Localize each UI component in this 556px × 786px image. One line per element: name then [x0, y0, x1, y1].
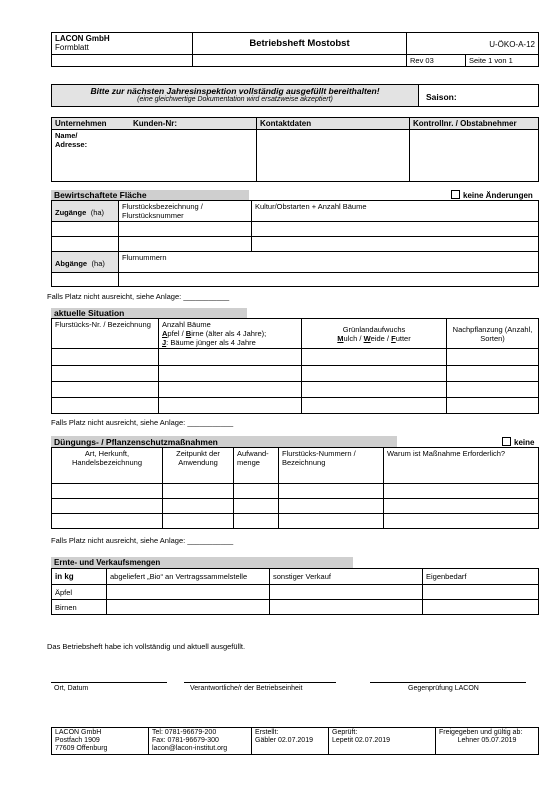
harvest-title: Ernte- und Verkaufsmengen: [51, 557, 353, 568]
footer-checked-label: Geprüft:: [332, 729, 358, 736]
header-company: LACON GmbH: [55, 34, 110, 43]
harvest-cell[interactable]: [423, 600, 539, 615]
key-f: F: [391, 333, 396, 343]
footer-created-value: Gäbler 02.07.2019: [255, 737, 313, 744]
fert-col-amount: Aufwand-menge: [234, 448, 279, 484]
header-table: [51, 32, 539, 67]
situation-cell[interactable]: [447, 398, 539, 414]
zugaenge-label: Zugänge: [55, 208, 87, 217]
footer-released-label: Freigegeben und gültig ab:: [439, 729, 523, 736]
situation-cell[interactable]: [52, 349, 159, 366]
grass-keys: [305, 334, 443, 343]
page-number: Seite 1 von 1: [466, 55, 539, 67]
revision: Rev 03: [407, 55, 466, 67]
key-b-rest: irne (älter als 4 Jahre);: [191, 329, 267, 338]
key-b: B: [185, 329, 192, 338]
no-changes-label: keine Änderungen: [463, 191, 533, 200]
harvest-col-other: sonstiger Verkauf: [270, 569, 423, 585]
season-label: Saison:: [426, 91, 457, 102]
fert-cell[interactable]: [163, 514, 234, 529]
key-j: J: [162, 338, 167, 347]
harvest-col-unit: in kg: [52, 569, 107, 585]
fert-cell[interactable]: [234, 499, 279, 514]
harvest-col-bio: abgeliefert „Bio“ an Vertragssammelstelle: [107, 569, 270, 585]
no-changes-checkbox[interactable]: [451, 190, 460, 199]
situation-cell[interactable]: [447, 366, 539, 382]
situation-col-plot: Flurstücks-Nr. / Bezeichnung: [52, 319, 159, 349]
footer-created: [252, 728, 329, 755]
area-cell[interactable]: [119, 273, 539, 287]
season-cell[interactable]: [419, 85, 539, 107]
fert-cell[interactable]: [384, 484, 539, 499]
document-title: Betriebsheft Mostobst: [249, 38, 350, 49]
fert-col-type: Art, Herkunft, Handelsbezeichnung: [52, 448, 163, 484]
footer-email: lacon@lacon-institut.org: [152, 745, 228, 752]
trees-heading: Anzahl Bäume: [162, 320, 211, 329]
fert-cell[interactable]: [384, 499, 539, 514]
zugaenge-unit: (ha): [90, 208, 105, 217]
declaration-text: Das Betriebsheft habe ich vollständig und aktuell ausgefüllt.: [47, 642, 246, 651]
abgaenge-unit: (ha): [91, 259, 105, 268]
fert-cell[interactable]: [279, 514, 384, 529]
header-empty-2: [193, 55, 407, 67]
control-number-field[interactable]: [410, 130, 539, 182]
notice-box: [51, 84, 539, 107]
trees-young: [162, 338, 298, 347]
fert-cell[interactable]: [52, 514, 163, 529]
sig-line-responsible[interactable]: [184, 682, 336, 683]
harvest-cell[interactable]: [423, 585, 539, 600]
fertilizer-none-label: keine: [514, 438, 535, 447]
footer-address: [52, 728, 149, 755]
col-kunden-nr: Kunden-Nr:: [130, 118, 257, 130]
notice-main: Bitte zur nächsten Jahresinspektion vollständig ausgefüllt bereithalten!: [90, 86, 380, 96]
key-m-rest: ulch /: [343, 333, 364, 343]
area-cell[interactable]: [52, 273, 119, 287]
harvest-cell[interactable]: [270, 585, 423, 600]
situation-cell[interactable]: [159, 366, 302, 382]
footer-released-value: Lehner 05.07.2019: [457, 737, 517, 744]
situation-cell[interactable]: [52, 382, 159, 398]
situation-cell[interactable]: [302, 398, 447, 414]
abgaenge-cell: [52, 252, 119, 273]
footer-checked-value: Lepetit 02.07.2019: [332, 737, 390, 744]
area-table: [51, 200, 539, 287]
col-kontaktdaten: Kontaktdaten: [257, 118, 410, 130]
footer-contact: [149, 728, 252, 755]
situation-cell[interactable]: [447, 349, 539, 366]
sig-line-place[interactable]: [51, 682, 167, 683]
footer-company: LACON GmbH: [55, 729, 102, 736]
fert-cell[interactable]: [279, 499, 384, 514]
fertilizer-title: Düngungs- / Pflanzenschutzmaßnahmen: [51, 436, 397, 448]
sig-label-review: Gegenprüfung LACON: [408, 685, 479, 692]
company-table: [51, 117, 539, 182]
footer-checked: [329, 728, 436, 755]
harvest-row-pears: Birnen: [52, 600, 107, 615]
area-cell[interactable]: [52, 222, 119, 237]
fert-cell[interactable]: [163, 484, 234, 499]
situation-cell[interactable]: [52, 366, 159, 382]
area-cell[interactable]: [119, 237, 252, 252]
situation-cell[interactable]: [159, 382, 302, 398]
situation-cell[interactable]: [159, 398, 302, 414]
fertilizer-table: [51, 447, 539, 529]
area-cell[interactable]: [252, 237, 539, 252]
flurnummern-label: Flurnummern: [119, 252, 539, 273]
notice-cell: [52, 85, 419, 107]
fert-cell[interactable]: [52, 484, 163, 499]
overflow-note-3: Falls Platz nicht ausreicht, siehe Anlage: ___________: [51, 536, 234, 545]
name-label: Name/: [55, 131, 78, 140]
fert-cell[interactable]: [163, 499, 234, 514]
situation-cell[interactable]: [302, 366, 447, 382]
notice-sub: (eine gleichwertige Dokumentation wird ersatzweise akzeptiert): [137, 96, 333, 103]
abgaenge-label: Abgänge: [55, 259, 88, 268]
footer-tel: Tel: 0781-96679-200: [152, 729, 217, 736]
plot-label: Flurstücksbezeichnung / Flurstücksnummer: [119, 201, 252, 222]
overflow-note-1: Falls Platz nicht ausreicht, siehe Anlage: ___________: [47, 292, 230, 301]
header-code-cell: [407, 33, 539, 55]
culture-label: Kultur/Obstarten + Anzahl Bäume: [252, 201, 539, 222]
situation-cell[interactable]: [447, 382, 539, 398]
situation-title: aktuelle Situation: [51, 308, 247, 319]
footer-table: [51, 727, 539, 755]
situation-cell[interactable]: [302, 349, 447, 366]
fert-cell[interactable]: [234, 484, 279, 499]
name-address-field[interactable]: [52, 130, 257, 182]
harvest-col-own: Eigenbedarf: [423, 569, 539, 585]
area-title: Bewirtschaftete Fläche: [51, 190, 249, 201]
overflow-note-2: Falls Platz nicht ausreicht, siehe Anlage: ___________: [51, 418, 234, 427]
header-subtitle: Formblatt: [55, 43, 89, 52]
grass-heading: Grünlandaufwuchs: [342, 324, 406, 334]
header-title-cell: [193, 33, 407, 55]
address-label: Adresse:: [55, 140, 88, 149]
area-cell[interactable]: [119, 222, 252, 237]
sig-line-review[interactable]: [370, 682, 526, 683]
fert-col-reason: Warum ist Maßnahme Erforderlich?: [384, 448, 539, 484]
situation-col-grass: [302, 319, 447, 349]
footer-fax: Fax: 0781-96679-300: [152, 737, 219, 744]
header-empty-1: [52, 55, 193, 67]
trees-apple-pear: [162, 329, 298, 338]
harvest-cell[interactable]: [107, 585, 270, 600]
area-cell[interactable]: [52, 237, 119, 252]
situation-cell[interactable]: [159, 349, 302, 366]
harvest-cell[interactable]: [107, 600, 270, 615]
fertilizer-none-option[interactable]: [502, 437, 534, 447]
fert-cell[interactable]: [279, 484, 384, 499]
harvest-table: [51, 568, 539, 615]
header-company-cell: [52, 33, 193, 55]
key-w-rest: eide /: [370, 333, 392, 343]
sig-label-place: Ort, Datum: [54, 685, 89, 692]
fert-col-plots: Flurstücks-Nummern / Bezeichnung: [279, 448, 384, 484]
fert-cell[interactable]: [52, 499, 163, 514]
key-m: M: [337, 333, 344, 343]
footer-postbox: Postfach 1909: [55, 737, 100, 744]
area-cell[interactable]: [252, 222, 539, 237]
col-unternehmen: Unternehmen: [52, 118, 131, 130]
fertilizer-none-checkbox[interactable]: [502, 437, 511, 446]
key-f-rest: utter: [395, 333, 411, 343]
contact-field[interactable]: [257, 130, 410, 182]
harvest-row-apples: Äpfel: [52, 585, 107, 600]
situation-col-replant: Nachpflanzung (Anzahl, Sorten): [447, 319, 539, 349]
document-code: U-ÖKO-A-12: [489, 40, 535, 49]
footer-released: [436, 728, 539, 755]
footer-created-label: Erstellt:: [255, 729, 279, 736]
situation-col-trees: [159, 319, 302, 349]
zugaenge-cell: [52, 201, 119, 222]
key-a-rest: pfel /: [167, 329, 186, 338]
situation-table: [51, 318, 539, 414]
no-changes-option[interactable]: [451, 190, 533, 200]
situation-cell[interactable]: [52, 398, 159, 414]
col-kontrollnr: Kontrollnr. / Obstabnehmer: [410, 118, 539, 130]
sig-label-responsible: Verantwortliche/r der Betriebseinheit: [190, 685, 303, 692]
key-a: A: [162, 329, 168, 338]
harvest-cell[interactable]: [270, 600, 423, 615]
key-j-rest: : Bäume jünger als 4 Jahre: [166, 338, 256, 347]
situation-cell[interactable]: [302, 382, 447, 398]
fert-col-time: Zeitpunkt der Anwendung: [163, 448, 234, 484]
key-w: W: [363, 333, 371, 343]
footer-city: 77609 Offenburg: [55, 745, 108, 752]
fert-cell[interactable]: [384, 514, 539, 529]
fert-cell[interactable]: [234, 514, 279, 529]
